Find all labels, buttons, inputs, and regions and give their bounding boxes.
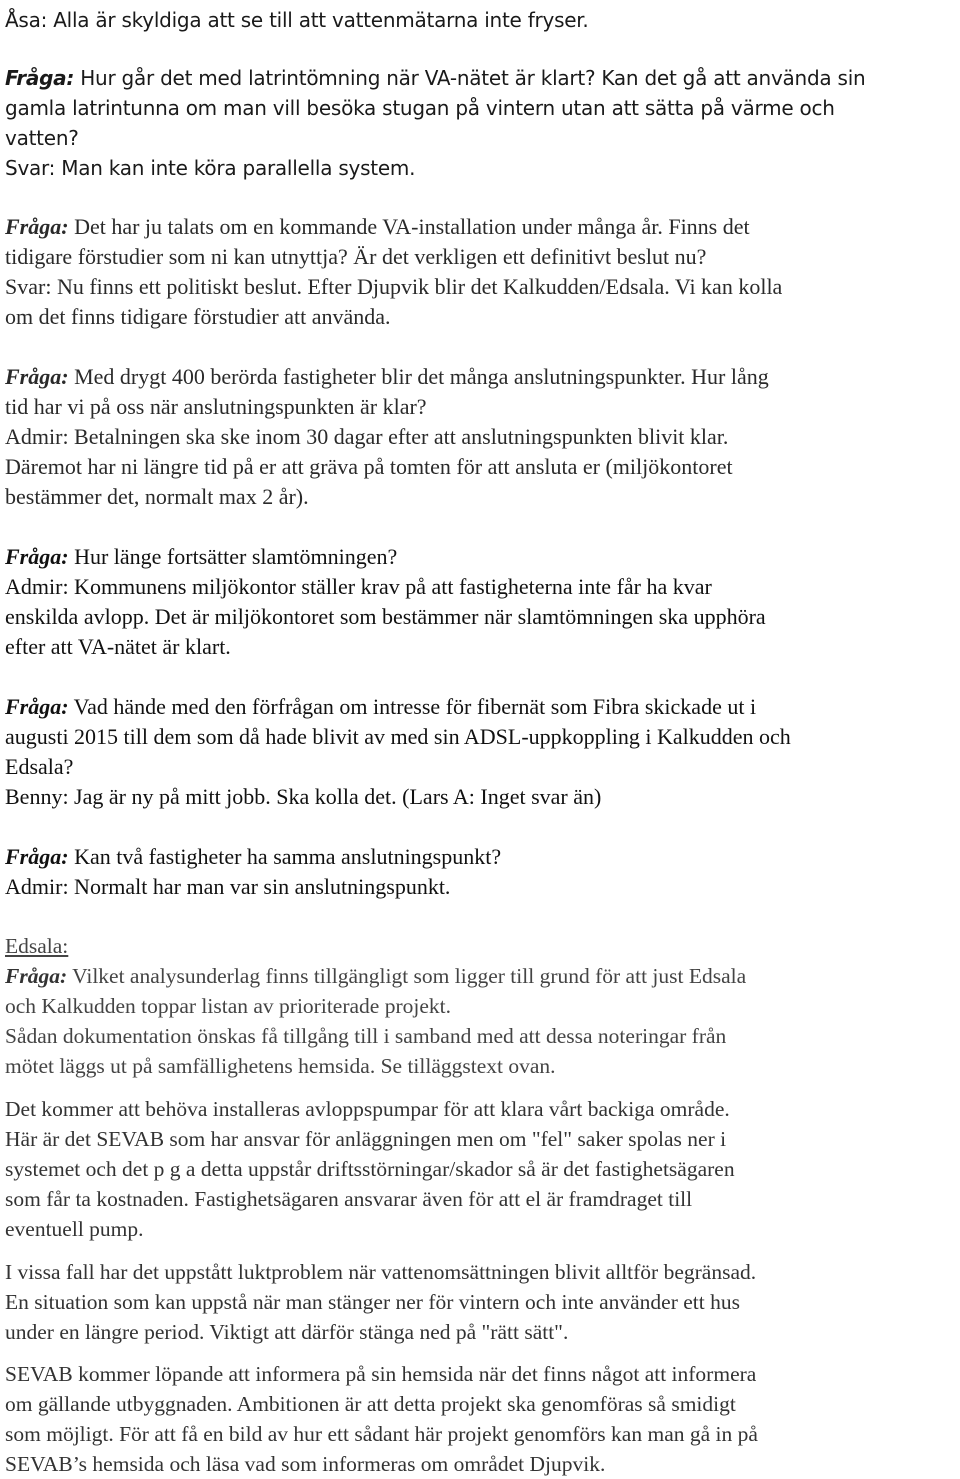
answer-text: Admir: Betalningen ska ske inom 30 dagar efter att anslutningspunkten blivit klar. bbox=[5, 424, 729, 449]
answer-text: bestämmer det, normalt max 2 år). bbox=[5, 484, 309, 509]
text-line bbox=[5, 602, 766, 632]
paragraph-line: under en längre period. Viktigt att därför stänga ned på "rätt sätt". bbox=[5, 1320, 569, 1344]
answer-text: enskilda avlopp. Det är miljökontoret som bestämmer när slamtömningen ska upphöra bbox=[5, 604, 766, 629]
answer-line bbox=[5, 153, 415, 183]
question-label: Fråga: bbox=[5, 364, 69, 389]
text-line bbox=[5, 93, 835, 123]
answer-text: Svar: Nu finns ett politiskt beslut. Efter Djupvik blir det Kalkudden/Edsala. Vi kan kolla bbox=[5, 274, 783, 299]
text-line bbox=[5, 5, 589, 35]
text-line bbox=[5, 1021, 726, 1051]
paragraph-line: systemet och det p g a detta uppstår driftsstörningar/skador så är det fastighetsägaren bbox=[5, 1157, 735, 1181]
answer-text: Däremot har ni längre tid på er att gräva på tomten för att ansluta er (miljökontoret bbox=[5, 454, 733, 479]
text-line bbox=[5, 752, 73, 782]
question-text: Hur länge fortsätter slamtömningen? bbox=[68, 544, 398, 569]
question-text: Kan två fastigheter ha samma anslutningspunkt? bbox=[68, 844, 502, 869]
question-label: Fråga: bbox=[5, 844, 69, 869]
question-label: Fråga: bbox=[5, 544, 69, 569]
question-text: och Kalkudden toppar listan av prioriterade projekt. bbox=[5, 994, 451, 1018]
text-line bbox=[5, 452, 733, 482]
question-line bbox=[5, 692, 756, 722]
question-text: gamla latrintunna om man vill besöka stugan på vintern utan att sätta på värme och bbox=[5, 96, 835, 120]
text-line bbox=[5, 722, 791, 752]
question-label: Fråga: bbox=[5, 214, 69, 239]
paragraph-line: SEVAB kommer löpande att informera på sin hemsida när det finns något att informera bbox=[5, 1362, 757, 1386]
answer-line bbox=[5, 572, 712, 602]
question-line bbox=[5, 63, 865, 93]
question-text: Med drygt 400 berörda fastigheter blir det många anslutningspunkter. Hur lång bbox=[68, 364, 769, 389]
paragraph-line: SEVAB’s hemsida och läsa vad som informeras om området Djupvik. bbox=[5, 1452, 606, 1476]
question-label: Fråga: bbox=[5, 964, 68, 988]
answer-text: efter att VA-nätet är klart. bbox=[5, 634, 231, 659]
question-text: tid har vi på oss när anslutningspunkten är klar? bbox=[5, 394, 427, 419]
question-label: Fråga: bbox=[5, 694, 69, 719]
answer-line bbox=[5, 782, 601, 812]
question-text: augusti 2015 till dem som då hade blivit av med sin ADSL-uppkoppling i Kalkudden och bbox=[5, 724, 791, 749]
question-line bbox=[5, 212, 750, 242]
text-line bbox=[5, 123, 79, 153]
question-text: vatten? bbox=[5, 126, 79, 150]
paragraph-line: I vissa fall har det uppstått luktproblem när vattenomsättningen blivit alltför begränsad. bbox=[5, 1260, 757, 1284]
answer-line bbox=[5, 872, 450, 902]
answer-line bbox=[5, 272, 782, 302]
answer-text: Svar: Man kan inte köra parallella system. bbox=[5, 156, 416, 180]
paragraph-line: som får ta kostnaden. Fastighetsägaren ansvarar även för att el är framdraget till bbox=[5, 1187, 693, 1211]
paragraph-line: En situation som kan uppstå när man stänger ner för vintern och inte använder ett hus bbox=[5, 1290, 740, 1314]
question-text: Det har ju talats om en kommande VA-installation under många år. Finns det bbox=[68, 214, 750, 239]
question-text: tidigare förstudier som ni kan utnyttja? Är det verkligen ett definitivt beslut nu? bbox=[5, 244, 707, 269]
text-line bbox=[5, 392, 427, 422]
answer-text: Admir: Kommunens miljökontor ställer krav på att fastigheterna inte får ha kvar bbox=[5, 574, 712, 599]
text-line bbox=[5, 302, 391, 332]
paragraph-line: som möjligt. För att få en bild av hur ett sådant här projekt genomförs kan man gå in på bbox=[5, 1422, 758, 1446]
question-text: Vad hände med den förfrågan om intresse för fibernät som Fibra skickade ut i bbox=[68, 694, 757, 719]
paragraph-line: Här är det SEVAB som har ansvar för anläggningen men om "fel" saker spolas ner i bbox=[5, 1127, 727, 1151]
paragraph-line: Det kommer att behöva installeras avloppspumpar för att klara vårt backiga område. bbox=[5, 1097, 730, 1121]
text-line bbox=[5, 482, 309, 512]
answer-text: om det finns tidigare förstudier att använda. bbox=[5, 304, 391, 329]
section-heading bbox=[5, 931, 68, 961]
text-line bbox=[5, 632, 231, 662]
question-line bbox=[5, 961, 746, 991]
request-text: Sådan dokumentation önskas få tillgång till i samband med att dessa noteringar från bbox=[5, 1024, 727, 1048]
answer-text: Benny: Jag är ny på mitt jobb. Ska kolla det. (Lars A: Inget svar än) bbox=[5, 784, 602, 809]
text-line bbox=[5, 1051, 556, 1081]
answer-line bbox=[5, 422, 728, 452]
edsala-heading: Edsala: bbox=[5, 934, 69, 958]
question-line bbox=[5, 542, 397, 572]
answer-text: Admir: Normalt har man var sin anslutningspunkt. bbox=[5, 874, 451, 899]
answer-asa: Åsa: Alla är skyldiga att se till att vattenmätarna inte fryser. bbox=[5, 8, 589, 32]
request-text: mötet läggs ut på samfällighetens hemsida. Se tilläggstext ovan. bbox=[5, 1054, 556, 1078]
question-text: Vilket analysunderlag finns tillgängligt som ligger till grund för att just Edsala bbox=[67, 964, 747, 988]
paragraph-line: eventuell pump. bbox=[5, 1217, 144, 1241]
question-text: Edsala? bbox=[5, 754, 74, 779]
paragraph-line: om gällande utbyggnaden. Ambitionen är att detta projekt ska genomföras så smidigt bbox=[5, 1392, 736, 1416]
question-text: Hur går det med latrintömning när VA-nätet är klart? Kan det gå att använda sin bbox=[74, 66, 866, 90]
text-line bbox=[5, 991, 451, 1021]
question-line bbox=[5, 842, 501, 872]
question-label: Fråga: bbox=[5, 66, 75, 90]
question-line bbox=[5, 362, 769, 392]
text-line bbox=[5, 242, 706, 272]
